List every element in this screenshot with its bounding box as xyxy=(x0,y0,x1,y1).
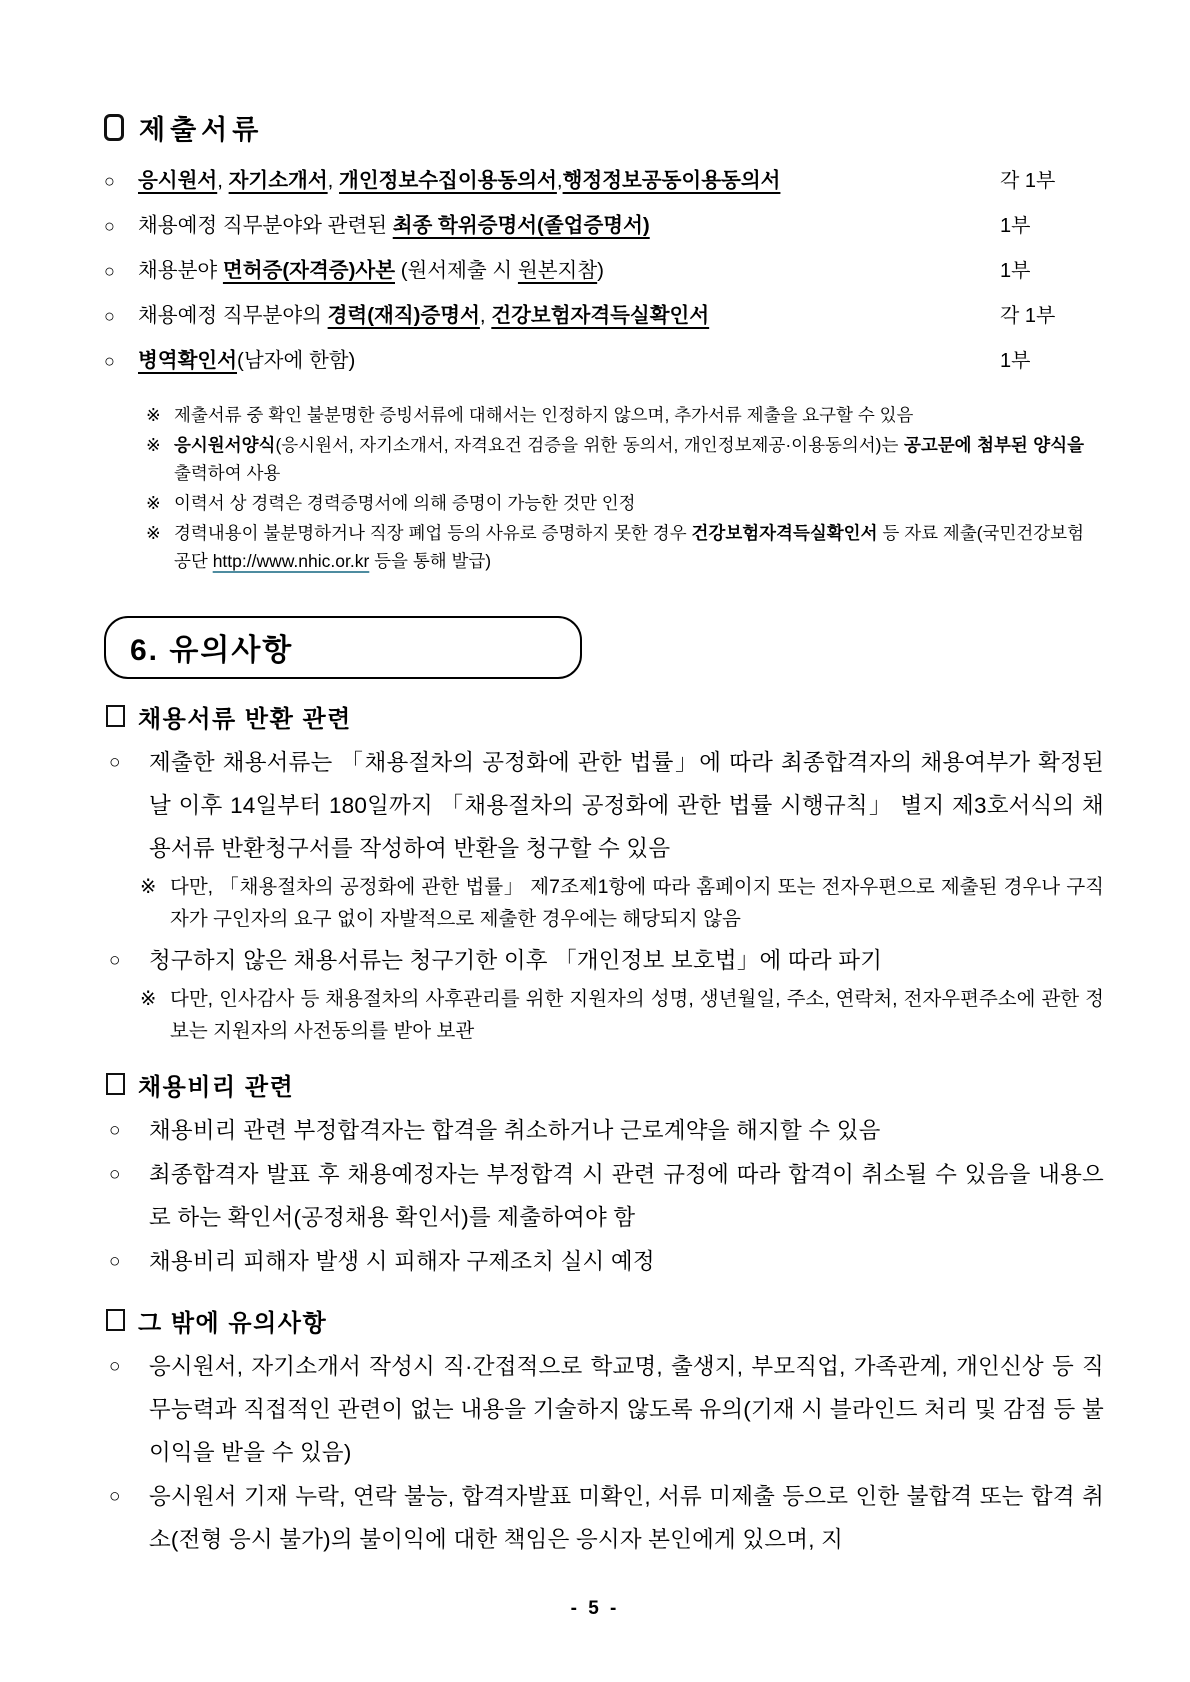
text-run: (응시원서, 자기소개서, 자격요건 검증을 위한 동의서, 개인정보제공·이용동의서)는 xyxy=(275,435,904,455)
circle-bullet-icon: ○ xyxy=(104,306,115,326)
doc-copy-count: 1부 xyxy=(1000,260,1031,282)
note-marker-icon: ※ xyxy=(140,988,157,1010)
section-heading xyxy=(106,701,1104,731)
text-run: 면허증(자격증)사본 xyxy=(222,259,395,282)
circle-bullet-icon: ○ xyxy=(109,752,121,773)
doc-item-text xyxy=(138,303,1000,329)
notice-banner-box xyxy=(104,616,582,679)
text-run: , xyxy=(479,304,492,327)
text-run: (원서제출 시 xyxy=(395,259,518,282)
text-run: 출력하여 사용 xyxy=(174,463,281,483)
notice-section-return-docs xyxy=(104,701,1104,1047)
text-run: 경력내용이 불분명하거나 직장 폐업 등의 사유로 증명하지 못한 경우 xyxy=(174,523,692,543)
notice-banner xyxy=(104,616,582,679)
bullet-paragraph xyxy=(104,741,1104,870)
section-heading-label: 채용서류 반환 관련 xyxy=(138,705,352,733)
text-run: 행정정보공동이용동의서 xyxy=(562,169,781,192)
sub-note xyxy=(140,872,1104,935)
doc-item-text xyxy=(138,168,1000,194)
submit-docs-heading-label: 제출서류 xyxy=(139,114,264,145)
doc-item xyxy=(104,168,1104,194)
text-run: 다만, 「채용절차의 공정화에 관한 법률」 제7조제1항에 따라 홈페이지 또는 전자우편으로 제출된 경우나 구직자가 구인자의 요구 없이 자발적으로 제출한 경우에는 해당되지 않음 xyxy=(170,876,1104,930)
bullet-paragraph xyxy=(104,1345,1104,1474)
doc-copy-count: 1부 xyxy=(1000,350,1031,372)
paragraph-text xyxy=(149,1109,1104,1152)
submit-docs-list xyxy=(104,168,1104,374)
bullet-paragraph xyxy=(104,1475,1104,1561)
text-run: 응시원서양식 xyxy=(174,435,276,455)
section-heading xyxy=(106,1305,1104,1335)
section-heading-label: 그 밖에 유의사항 xyxy=(138,1309,328,1337)
note-text xyxy=(174,431,1084,487)
submit-docs-notes xyxy=(146,400,1104,576)
circle-bullet-icon: ○ xyxy=(109,1251,121,1272)
circle-bullet-icon: ○ xyxy=(104,351,115,371)
text-run: 건강보험자격득실확인서 xyxy=(491,304,710,327)
text-run: ) xyxy=(597,259,604,282)
text-run: 채용예정 직무분야와 관련된 xyxy=(138,214,393,237)
square-bullet-icon xyxy=(106,1309,125,1331)
note-item xyxy=(146,401,1104,429)
doc-copy-count: 각 1부 xyxy=(1000,305,1056,327)
text-run: 병역확인서 xyxy=(138,349,238,372)
text-run: , xyxy=(217,169,229,192)
text-run: 이력서 상 경력은 경력증명서에 의해 증명이 가능한 것만 인정 xyxy=(174,493,636,513)
text-run: 채용비리 피해자 발생 시 피해자 구제조치 실시 예정 xyxy=(149,1249,655,1274)
note-marker-icon: ※ xyxy=(146,405,161,425)
text-run: 다만, 인사감사 등 채용절차의 사후관리를 위한 지원자의 성명, 생년월일, 주소, 연락처, 전자우편주소에 관한 정보는 지원자의 사전동의를 받아 보관 xyxy=(170,988,1104,1042)
notice-banner-label: 6. 유의사항 xyxy=(130,634,294,667)
paragraph-text xyxy=(149,1345,1104,1474)
circle-bullet-icon: ○ xyxy=(109,1120,121,1141)
doc-item xyxy=(104,213,1104,239)
sub-note-text xyxy=(170,984,1104,1047)
doc-item-text xyxy=(138,258,1000,284)
paragraph-text xyxy=(149,1153,1104,1239)
sub-note-text xyxy=(170,872,1104,935)
square-bullet-icon xyxy=(106,705,125,727)
bullet-paragraph xyxy=(104,1153,1104,1239)
text-run: 채용비리 관련 부정합격자는 합격을 취소하거나 근로계약을 해지할 수 있음 xyxy=(149,1118,881,1143)
text-run: 공고문에 첨부된 양식을 xyxy=(903,435,1085,455)
text-run: 제출한 채용서류는 「채용절차의 공정화에 관한 법률」에 따라 최종합격자의 채용여부가 확정된 날 이후 14일부터 180일까지 「채용절차의 공정화에 관한 법률 시행규칙」 별지 제3호서식의 채용서류 반환청구서를 작성하여 반환을 청구할 수 있음 xyxy=(149,750,1104,861)
note-marker-icon: ※ xyxy=(146,493,161,513)
doc-item xyxy=(104,348,1104,374)
doc-item xyxy=(104,258,1104,284)
text-run: 응시원서, 자기소개서 작성시 직·간접적으로 학교명, 출생지, 부모직업, 가족관계, 개인신상 등 직무능력과 직접적인 관련이 없는 내용을 기술하지 않도록 유의(기재 시 블라인드 처리 및 감점 등 불이익을 받을 수 있음) xyxy=(149,1354,1104,1465)
notice-section-hiring-fraud xyxy=(104,1069,1104,1283)
paragraph-text xyxy=(149,741,1104,870)
circle-bullet-icon: ○ xyxy=(109,1164,121,1185)
note-text xyxy=(174,489,1084,517)
text-run: 청구하지 않은 채용서류는 청구기한 이후 「개인정보 보호법」에 따라 파기 xyxy=(149,948,883,973)
note-item xyxy=(146,519,1104,575)
text-run: 경력(재직)증명서 xyxy=(327,304,480,327)
url-link[interactable]: http://www.nhic.or.kr xyxy=(212,551,370,571)
square-bullet-icon xyxy=(106,1073,125,1095)
text-run: 자기소개서 xyxy=(228,169,328,192)
text-run: , xyxy=(556,169,563,192)
doc-item-text xyxy=(138,213,1000,239)
doc-copy-count: 각 1부 xyxy=(1000,170,1056,192)
submit-docs-heading xyxy=(104,110,1104,144)
text-run: 최종 학위증명서(졸업증명서) xyxy=(392,214,650,237)
note-marker-icon: ※ xyxy=(146,523,161,543)
doc-copy-count: 1부 xyxy=(1000,215,1031,237)
page-footer xyxy=(0,1598,1190,1620)
note-item xyxy=(146,431,1104,487)
doc-item xyxy=(104,303,1104,329)
text-run: (남자에 한함) xyxy=(237,349,356,372)
text-run: 채용예정 직무분야의 xyxy=(138,304,328,327)
circle-bullet-icon: ○ xyxy=(104,216,115,236)
square-bullet-icon xyxy=(104,114,124,141)
sub-note xyxy=(140,984,1104,1047)
note-text xyxy=(174,401,1084,429)
bullet-paragraph xyxy=(104,939,1104,982)
doc-item-text xyxy=(138,348,1000,374)
circle-bullet-icon: ○ xyxy=(104,261,115,281)
text-run: 응시원서 xyxy=(138,169,218,192)
note-text xyxy=(174,519,1084,575)
page-number: - 5 - xyxy=(570,1598,620,1619)
text-run: 응시원서 기재 누락, 연락 불능, 합격자발표 미확인, 서류 미제출 등으로 인한 불합격 또는 합격 취소(전형 응시 불가)의 불이익에 대한 책임은 응시자 본인에게 있으며, 지 xyxy=(149,1484,1104,1552)
text-run: 등을 통해 발급) xyxy=(369,551,492,571)
text-run: 최종합격자 발표 후 채용예정자는 부정합격 시 관련 규정에 따라 합격이 취소될 수 있음을 내용으로 하는 확인서(공정채용 확인서)를 제출하여야 함 xyxy=(149,1162,1104,1230)
note-item xyxy=(146,489,1104,517)
bullet-paragraph xyxy=(104,1109,1104,1152)
circle-bullet-icon: ○ xyxy=(109,1356,121,1377)
section-heading-label: 채용비리 관련 xyxy=(138,1073,295,1101)
text-run: 원본지참 xyxy=(517,259,598,282)
circle-bullet-icon: ○ xyxy=(109,1486,121,1507)
note-marker-icon: ※ xyxy=(140,876,157,898)
section-heading xyxy=(106,1069,1104,1099)
paragraph-text xyxy=(149,1475,1104,1561)
text-run: 제출서류 중 확인 불분명한 증빙서류에 대해서는 인정하지 않으며, 추가서류 제출을 요구할 수 있음 xyxy=(174,405,914,425)
bullet-paragraph xyxy=(104,1240,1104,1283)
circle-bullet-icon: ○ xyxy=(104,171,115,191)
text-run: 건강보험자격득실확인서 xyxy=(691,523,878,543)
text-run: 채용분야 xyxy=(138,259,223,282)
circle-bullet-icon: ○ xyxy=(109,950,121,971)
text-run: 개인정보수집이용동의서 xyxy=(339,169,557,192)
paragraph-text xyxy=(149,939,1104,982)
note-marker-icon: ※ xyxy=(146,435,161,455)
text-run: , xyxy=(327,169,340,192)
notice-section-other xyxy=(104,1305,1104,1561)
paragraph-text xyxy=(149,1240,1104,1283)
text-run: 등 자료 제출(국민건강보험공단 xyxy=(174,523,1084,571)
